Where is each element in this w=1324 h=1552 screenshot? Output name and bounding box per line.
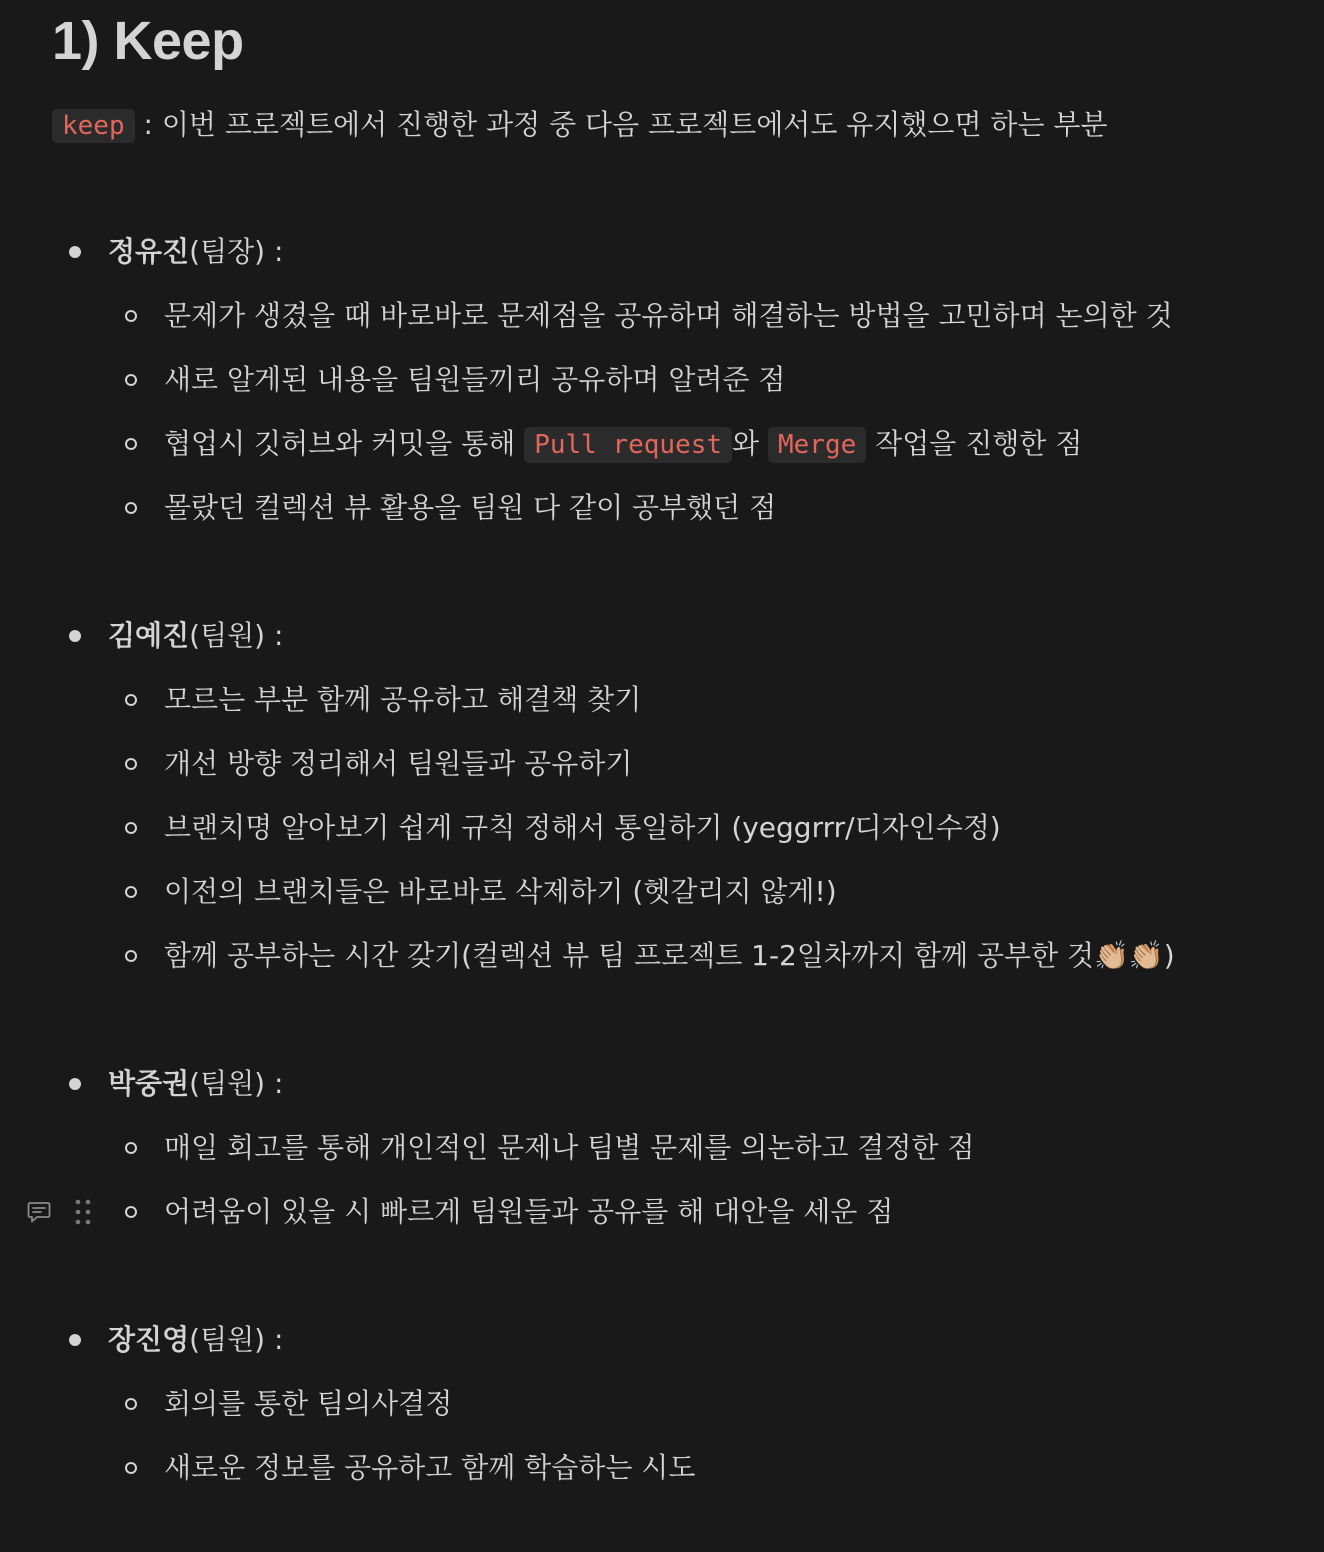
list-item: 새로 알게된 내용을 팀원들끼리 공유하며 알려준 점: [164, 363, 786, 396]
list-item: [164, 424, 1082, 465]
member-name: 정유진: [108, 235, 190, 268]
inline-code-pull-request: Pull request: [524, 427, 732, 463]
member-role: (팀장) :: [189, 235, 284, 268]
sub-bullet-icon: [125, 822, 137, 834]
member-role: (팀원) :: [189, 1067, 284, 1100]
page-title: 1) Keep: [52, 11, 244, 71]
intro-line: [52, 103, 1108, 148]
sub-bullet-icon: [125, 1398, 137, 1410]
member-name: 김예진: [108, 619, 190, 652]
sub-bullet-icon: [125, 1462, 137, 1474]
inline-code-merge: Merge: [768, 427, 866, 463]
list-item-text: 와: [732, 427, 768, 460]
member-heading-1: [108, 616, 283, 656]
sub-bullet-icon: [125, 886, 137, 898]
sub-bullet-icon: [125, 1206, 137, 1218]
member-name: 박중권: [108, 1067, 190, 1100]
list-item-text: 작업을 진행한 점: [866, 427, 1083, 460]
bullet-icon: [69, 246, 81, 258]
member-heading-3: [108, 1320, 283, 1360]
sub-bullet-icon: [125, 694, 137, 706]
list-item: 회의를 통한 팀의사결정: [164, 1387, 453, 1420]
bullet-icon: [69, 1334, 81, 1346]
list-item: 문제가 생겼을 때 바로바로 문제점을 공유하며 해결하는 방법을 고민하며 논의한 것: [164, 299, 1173, 332]
intro-text: : 이번 프로젝트에서 진행한 과정 중 다음 프로젝트에서도 유지했으면 하는 부분: [143, 108, 1108, 141]
inline-code-keep: keep: [52, 109, 135, 143]
member-name: 장진영: [108, 1323, 190, 1356]
member-heading-2: [108, 1064, 283, 1104]
sub-bullet-icon: [125, 438, 137, 450]
list-item: 이전의 브랜치들은 바로바로 삭제하기 (헷갈리지 않게!): [164, 875, 837, 908]
list-item: 매일 회고를 통해 개인적인 문제나 팀별 문제를 의논하고 결정한 점: [164, 1131, 975, 1164]
sub-bullet-icon: [125, 758, 137, 770]
member-heading-0: [108, 232, 283, 272]
list-item: 브랜치명 알아보기 쉽게 규칙 정해서 통일하기 (yeggrrr/디자인수정): [164, 811, 1001, 844]
sub-bullet-icon: [125, 1142, 137, 1154]
list-item: 개선 방향 정리해서 팀원들과 공유하기: [164, 747, 633, 780]
sub-bullet-icon: [125, 374, 137, 386]
list-item: 함께 공부하는 시간 갖기(컬렉션 뷰 팀 프로젝트 1-2일차까지 함께 공부한 것👏🏼👏🏼): [164, 939, 1175, 972]
sub-bullet-icon: [125, 502, 137, 514]
list-item: 모르는 부분 함께 공유하고 해결책 찾기: [164, 683, 642, 716]
sub-bullet-icon: [125, 950, 137, 962]
bullet-icon: [69, 630, 81, 642]
list-item: 새로운 정보를 공유하고 함께 학습하는 시도: [164, 1451, 696, 1484]
list-item-text: 협업시 깃허브와 커밋을 통해: [164, 427, 525, 460]
member-role: (팀원) :: [189, 619, 284, 652]
member-role: (팀원) :: [189, 1323, 284, 1356]
comment-icon[interactable]: [26, 1199, 52, 1225]
bullet-icon: [69, 1078, 81, 1090]
drag-handle-icon[interactable]: [74, 1198, 92, 1226]
list-item: 몰랐던 컬렉션 뷰 활용을 팀원 다 같이 공부했던 점: [164, 491, 777, 524]
list-item: 어려움이 있을 시 빠르게 팀원들과 공유를 해 대안을 세운 점: [164, 1195, 894, 1228]
sub-bullet-icon: [125, 310, 137, 322]
